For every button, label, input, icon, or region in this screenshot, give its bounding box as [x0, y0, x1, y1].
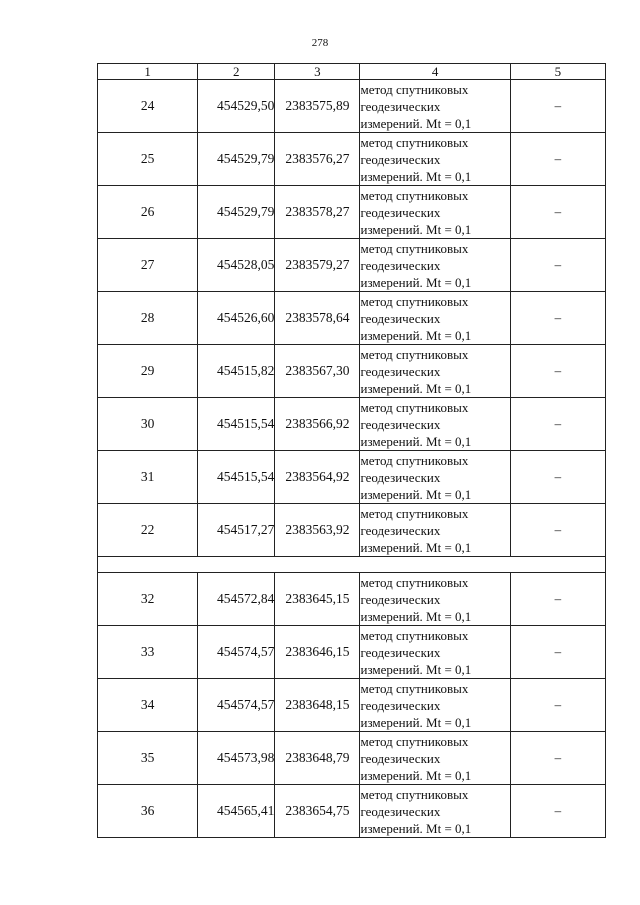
point-number: 27 — [98, 239, 198, 292]
method-line-2: геодезических — [360, 257, 441, 273]
y-coordinate: 2383564,92 — [275, 451, 360, 504]
accuracy-note: – — [510, 732, 605, 785]
separator-row — [98, 557, 606, 573]
column-header-3: 3 — [275, 64, 360, 80]
point-number: 31 — [98, 451, 198, 504]
accuracy-note: – — [510, 785, 605, 838]
accuracy-note: – — [510, 626, 605, 679]
accuracy-note: – — [510, 239, 605, 292]
x-coordinate: 454574,57 — [198, 626, 275, 679]
table-row — [98, 398, 606, 451]
method-line-3: измерений. Mt = 0,1 — [360, 327, 472, 343]
method-line-3: измерений. Mt = 0,1 — [360, 767, 472, 783]
x-coordinate: 454515,54 — [198, 398, 275, 451]
x-coordinate: 454515,54 — [198, 451, 275, 504]
method-line-2: геодезических — [360, 151, 441, 167]
y-coordinate: 2383567,30 — [275, 345, 360, 398]
method-line-2: геодезических — [360, 416, 441, 432]
method-description — [360, 785, 510, 838]
x-coordinate: 454574,57 — [198, 679, 275, 732]
method-description — [360, 345, 510, 398]
method-line-1: метод спутниковых — [360, 452, 469, 468]
method-line-3: измерений. Mt = 0,1 — [360, 221, 472, 237]
table-row — [98, 186, 606, 239]
method-line-3: измерений. Mt = 0,1 — [360, 714, 472, 730]
table-row — [98, 80, 606, 133]
column-header-5: 5 — [510, 64, 605, 80]
accuracy-note: – — [510, 451, 605, 504]
x-coordinate: 454529,79 — [198, 133, 275, 186]
table-row — [98, 451, 606, 504]
x-coordinate: 454529,79 — [198, 186, 275, 239]
y-coordinate: 2383648,79 — [275, 732, 360, 785]
method-line-3: измерений. Mt = 0,1 — [360, 486, 472, 502]
point-number: 22 — [98, 504, 198, 557]
method-description — [360, 80, 510, 133]
table-row — [98, 345, 606, 398]
x-coordinate: 454573,98 — [198, 732, 275, 785]
point-number: 28 — [98, 292, 198, 345]
method-line-3: измерений. Mt = 0,1 — [360, 274, 472, 290]
method-line-2: геодезических — [360, 469, 441, 485]
method-line-1: метод спутниковых — [360, 680, 469, 696]
method-line-3: измерений. Mt = 0,1 — [360, 608, 472, 624]
method-line-1: метод спутниковых — [360, 399, 469, 415]
point-number: 32 — [98, 573, 198, 626]
accuracy-note: – — [510, 679, 605, 732]
table-group-2 — [98, 573, 606, 838]
method-line-3: измерений. Mt = 0,1 — [360, 661, 472, 677]
method-description — [360, 626, 510, 679]
method-line-2: геодезических — [360, 522, 441, 538]
point-number: 24 — [98, 80, 198, 133]
x-coordinate: 454529,50 — [198, 80, 275, 133]
accuracy-note: – — [510, 398, 605, 451]
y-coordinate: 2383575,89 — [275, 80, 360, 133]
method-line-1: метод спутниковых — [360, 346, 469, 362]
point-number: 30 — [98, 398, 198, 451]
method-description — [360, 679, 510, 732]
y-coordinate: 2383645,15 — [275, 573, 360, 626]
method-line-1: метод спутниковых — [360, 574, 469, 590]
page-number: 278 — [311, 37, 329, 49]
coordinates-table — [97, 63, 606, 838]
x-coordinate: 454526,60 — [198, 292, 275, 345]
accuracy-note: – — [510, 133, 605, 186]
method-line-2: геодезических — [360, 697, 441, 713]
method-line-1: метод спутниковых — [360, 81, 469, 97]
table-group-1 — [98, 80, 606, 557]
method-line-2: геодезических — [360, 204, 441, 220]
method-line-2: геодезических — [360, 310, 441, 326]
y-coordinate: 2383646,15 — [275, 626, 360, 679]
accuracy-note: – — [510, 504, 605, 557]
method-description — [360, 732, 510, 785]
point-number: 29 — [98, 345, 198, 398]
y-coordinate: 2383563,92 — [275, 504, 360, 557]
accuracy-note: – — [510, 80, 605, 133]
column-header-4: 4 — [360, 64, 510, 80]
x-coordinate: 454528,05 — [198, 239, 275, 292]
table-row — [98, 732, 606, 785]
y-coordinate: 2383648,15 — [275, 679, 360, 732]
table-row — [98, 573, 606, 626]
method-line-1: метод спутниковых — [360, 505, 469, 521]
separator-cell — [98, 557, 606, 573]
point-number: 26 — [98, 186, 198, 239]
method-line-1: метод спутниковых — [360, 240, 469, 256]
table-row — [98, 133, 606, 186]
accuracy-note: – — [510, 186, 605, 239]
method-line-3: измерений. Mt = 0,1 — [360, 820, 472, 836]
column-header-1: 1 — [98, 64, 198, 80]
method-line-3: измерений. Mt = 0,1 — [360, 115, 472, 131]
point-number: 25 — [98, 133, 198, 186]
method-description — [360, 504, 510, 557]
method-line-1: метод спутниковых — [360, 627, 469, 643]
method-line-3: измерений. Mt = 0,1 — [360, 168, 472, 184]
method-line-1: метод спутниковых — [360, 187, 469, 203]
method-line-1: метод спутниковых — [360, 733, 469, 749]
method-description — [360, 186, 510, 239]
method-line-1: метод спутниковых — [360, 134, 469, 150]
method-line-2: геодезических — [360, 803, 441, 819]
method-description — [360, 451, 510, 504]
method-line-1: метод спутниковых — [360, 293, 469, 309]
column-header-2: 2 — [198, 64, 275, 80]
x-coordinate: 454565,41 — [198, 785, 275, 838]
method-line-2: геодезических — [360, 98, 441, 114]
method-line-3: измерений. Mt = 0,1 — [360, 433, 472, 449]
point-number: 34 — [98, 679, 198, 732]
x-coordinate: 454572,84 — [198, 573, 275, 626]
table-row — [98, 626, 606, 679]
method-line-2: геодезических — [360, 363, 441, 379]
point-number: 36 — [98, 785, 198, 838]
table-separator — [98, 557, 606, 573]
point-number: 33 — [98, 626, 198, 679]
table-row — [98, 239, 606, 292]
method-description — [360, 292, 510, 345]
x-coordinate: 454515,82 — [198, 345, 275, 398]
accuracy-note: – — [510, 573, 605, 626]
y-coordinate: 2383579,27 — [275, 239, 360, 292]
x-coordinate: 454517,27 — [198, 504, 275, 557]
y-coordinate: 2383578,27 — [275, 186, 360, 239]
table-row — [98, 504, 606, 557]
method-line-3: измерений. Mt = 0,1 — [360, 380, 472, 396]
method-line-2: геодезических — [360, 750, 441, 766]
table-header-row — [98, 64, 606, 80]
y-coordinate: 2383576,27 — [275, 133, 360, 186]
accuracy-note: – — [510, 292, 605, 345]
method-line-2: геодезических — [360, 591, 441, 607]
accuracy-note: – — [510, 345, 605, 398]
y-coordinate: 2383566,92 — [275, 398, 360, 451]
method-description — [360, 133, 510, 186]
table-row — [98, 292, 606, 345]
method-description — [360, 398, 510, 451]
table-row — [98, 679, 606, 732]
y-coordinate: 2383654,75 — [275, 785, 360, 838]
method-description — [360, 573, 510, 626]
method-line-3: измерений. Mt = 0,1 — [360, 539, 472, 555]
method-description — [360, 239, 510, 292]
method-line-1: метод спутниковых — [360, 786, 469, 802]
method-line-2: геодезических — [360, 644, 441, 660]
point-number: 35 — [98, 732, 198, 785]
y-coordinate: 2383578,64 — [275, 292, 360, 345]
table-row — [98, 785, 606, 838]
